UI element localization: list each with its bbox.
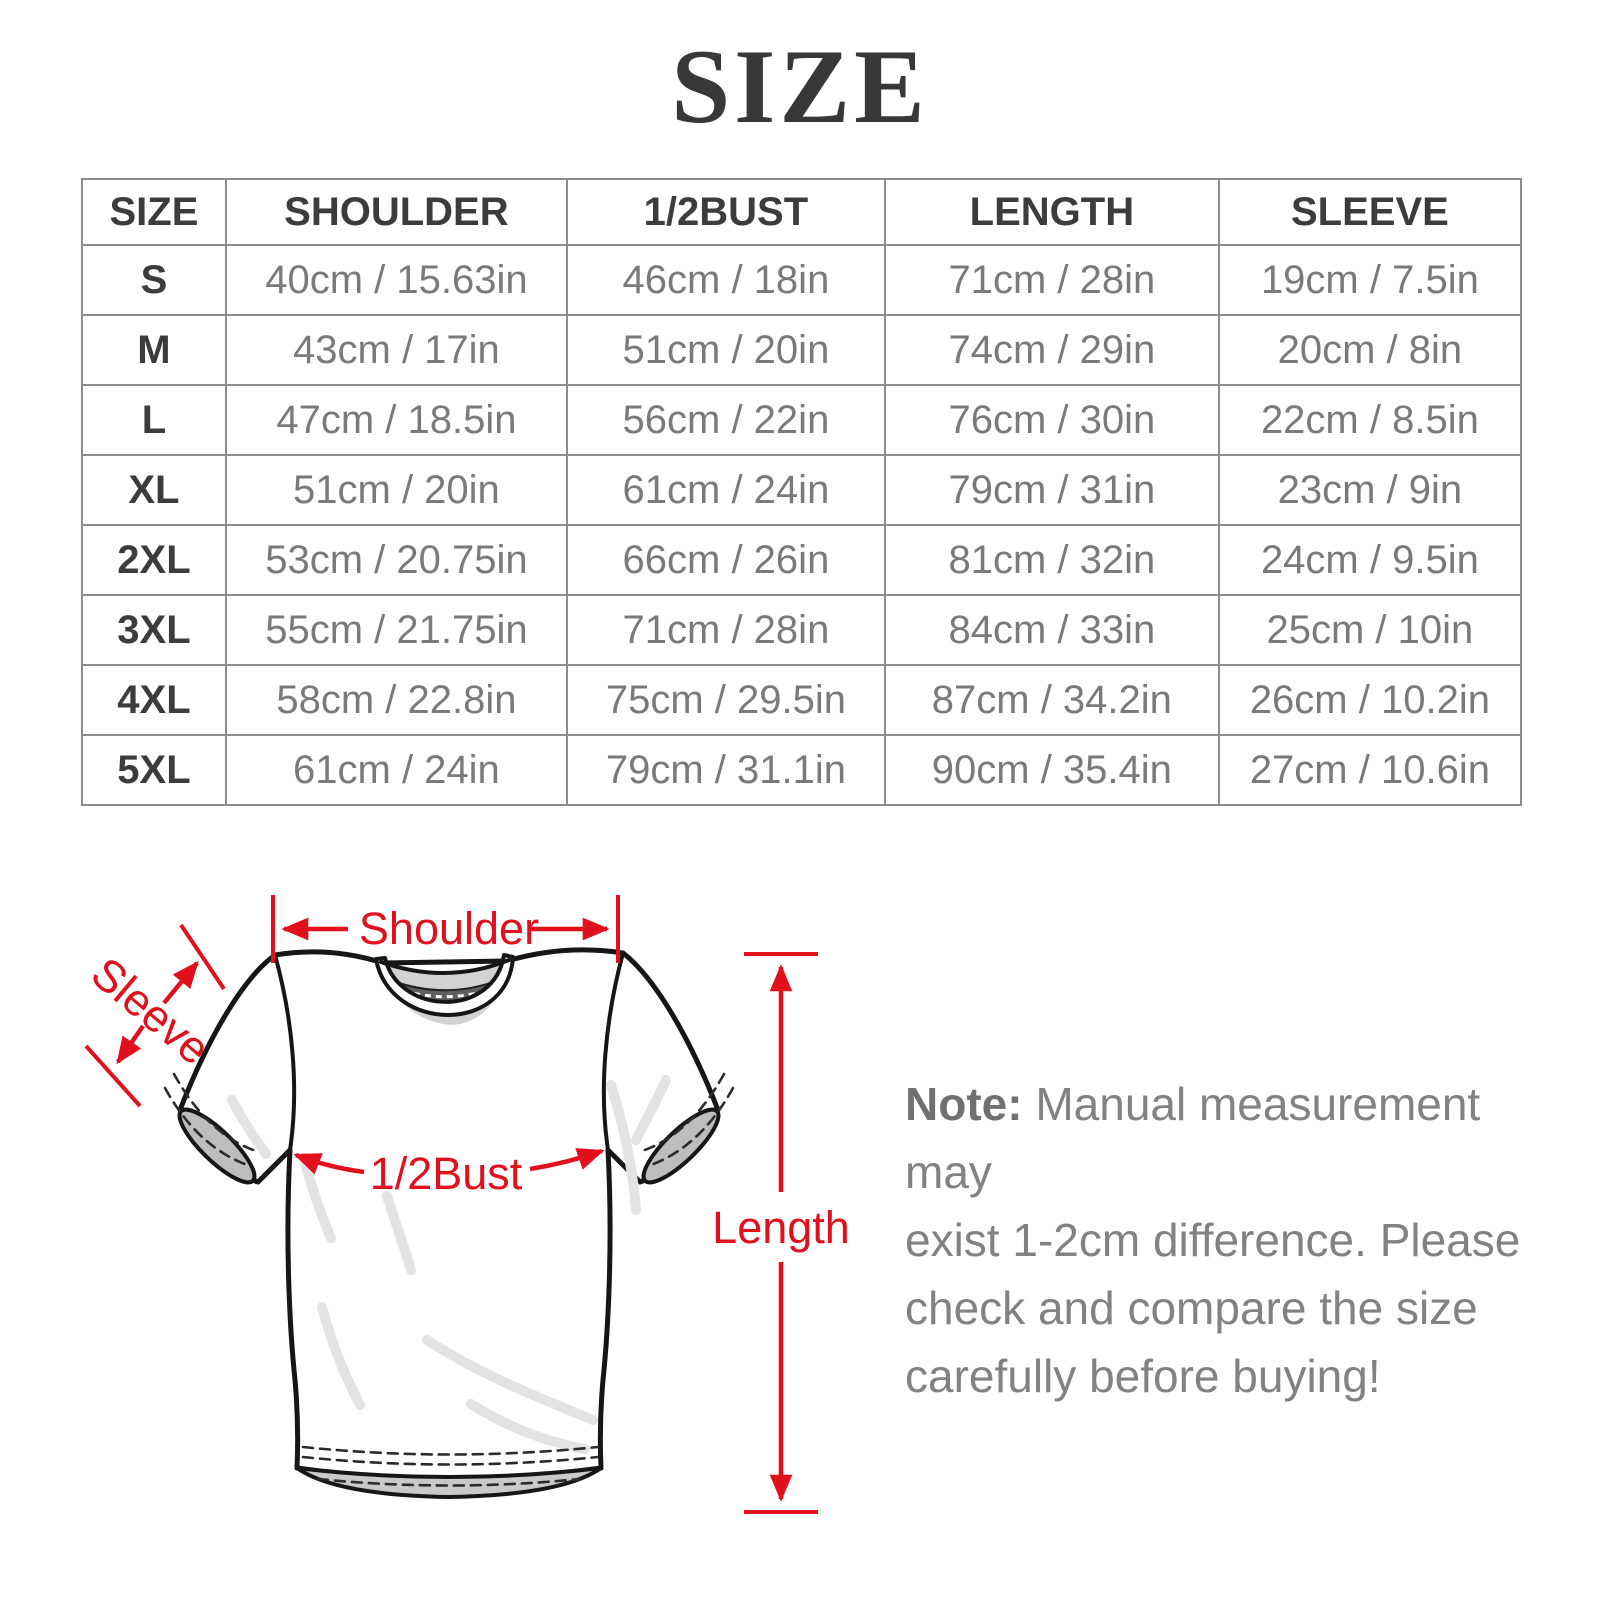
column-header: SHOULDER bbox=[226, 179, 567, 245]
sleeve-cell: 26cm / 10.2in bbox=[1219, 665, 1521, 735]
bust-cell: 79cm / 31.1in bbox=[567, 735, 885, 805]
bust-cell: 56cm / 22in bbox=[567, 385, 885, 455]
length-cell: 71cm / 28in bbox=[885, 245, 1219, 315]
length-cell: 87cm / 34.2in bbox=[885, 665, 1219, 735]
size-cell: M bbox=[82, 315, 226, 385]
note-text: Manual measurement may bbox=[905, 1078, 1481, 1198]
note-line bbox=[905, 1070, 1545, 1206]
bust-cell: 61cm / 24in bbox=[567, 455, 885, 525]
column-header: SLEEVE bbox=[1219, 179, 1521, 245]
shoulder-cell: 55cm / 21.75in bbox=[226, 595, 567, 665]
length-label: Length bbox=[712, 1202, 850, 1253]
sleeve-tick-lower bbox=[86, 1046, 140, 1106]
shoulder-cell: 61cm / 24in bbox=[226, 735, 567, 805]
bust-cell: 75cm / 29.5in bbox=[567, 665, 885, 735]
sleeve-cell: 22cm / 8.5in bbox=[1219, 385, 1521, 455]
shoulder-cell: 47cm / 18.5in bbox=[226, 385, 567, 455]
bust-cell: 66cm / 26in bbox=[567, 525, 885, 595]
note-line: check and compare the size bbox=[905, 1282, 1478, 1334]
column-header: 1/2BUST bbox=[567, 179, 885, 245]
length-cell: 84cm / 33in bbox=[885, 595, 1219, 665]
shoulder-cell: 40cm / 15.63in bbox=[226, 245, 567, 315]
length-annotation bbox=[712, 954, 850, 1512]
sleeve-label: Sleeve bbox=[81, 947, 221, 1075]
size-cell: 2XL bbox=[82, 525, 226, 595]
bust-cell: 46cm / 18in bbox=[567, 245, 885, 315]
sleeve-tick-upper bbox=[181, 925, 224, 989]
sleeve-cell: 27cm / 10.6in bbox=[1219, 735, 1521, 805]
length-cell: 79cm / 31in bbox=[885, 455, 1219, 525]
sleeve-cell: 25cm / 10in bbox=[1219, 595, 1521, 665]
tshirt-illustration bbox=[165, 950, 733, 1497]
size-cell: 5XL bbox=[82, 735, 226, 805]
bust-cell: 71cm / 28in bbox=[567, 595, 885, 665]
note-line: exist 1-2cm difference. Please bbox=[905, 1214, 1521, 1266]
size-cell: 3XL bbox=[82, 595, 226, 665]
page-title: SIZE bbox=[671, 28, 929, 145]
size-cell: 4XL bbox=[82, 665, 226, 735]
note-line: carefully before buying! bbox=[905, 1350, 1381, 1402]
length-cell: 76cm / 30in bbox=[885, 385, 1219, 455]
shoulder-cell: 58cm / 22.8in bbox=[226, 665, 567, 735]
note-label: Note: bbox=[905, 1078, 1023, 1130]
bust-cell: 51cm / 20in bbox=[567, 315, 885, 385]
column-header: LENGTH bbox=[885, 179, 1219, 245]
size-cell: XL bbox=[82, 455, 226, 525]
length-cell: 74cm / 29in bbox=[885, 315, 1219, 385]
column-header: SIZE bbox=[82, 179, 226, 245]
bust-label: 1/2Bust bbox=[369, 1148, 523, 1199]
note-block bbox=[905, 1070, 1545, 1410]
shoulder-label: Shoulder bbox=[358, 903, 540, 954]
size-cell: S bbox=[82, 245, 226, 315]
shoulder-cell: 43cm / 17in bbox=[226, 315, 567, 385]
sleeve-cell: 23cm / 9in bbox=[1219, 455, 1521, 525]
sleeve-cell: 19cm / 7.5in bbox=[1219, 245, 1521, 315]
length-cell: 90cm / 35.4in bbox=[885, 735, 1219, 805]
sleeve-cell: 20cm / 8in bbox=[1219, 315, 1521, 385]
length-cell: 81cm / 32in bbox=[885, 525, 1219, 595]
shoulder-cell: 51cm / 20in bbox=[226, 455, 567, 525]
size-cell: L bbox=[82, 385, 226, 455]
sleeve-cell: 24cm / 9.5in bbox=[1219, 525, 1521, 595]
shoulder-cell: 53cm / 20.75in bbox=[226, 525, 567, 595]
